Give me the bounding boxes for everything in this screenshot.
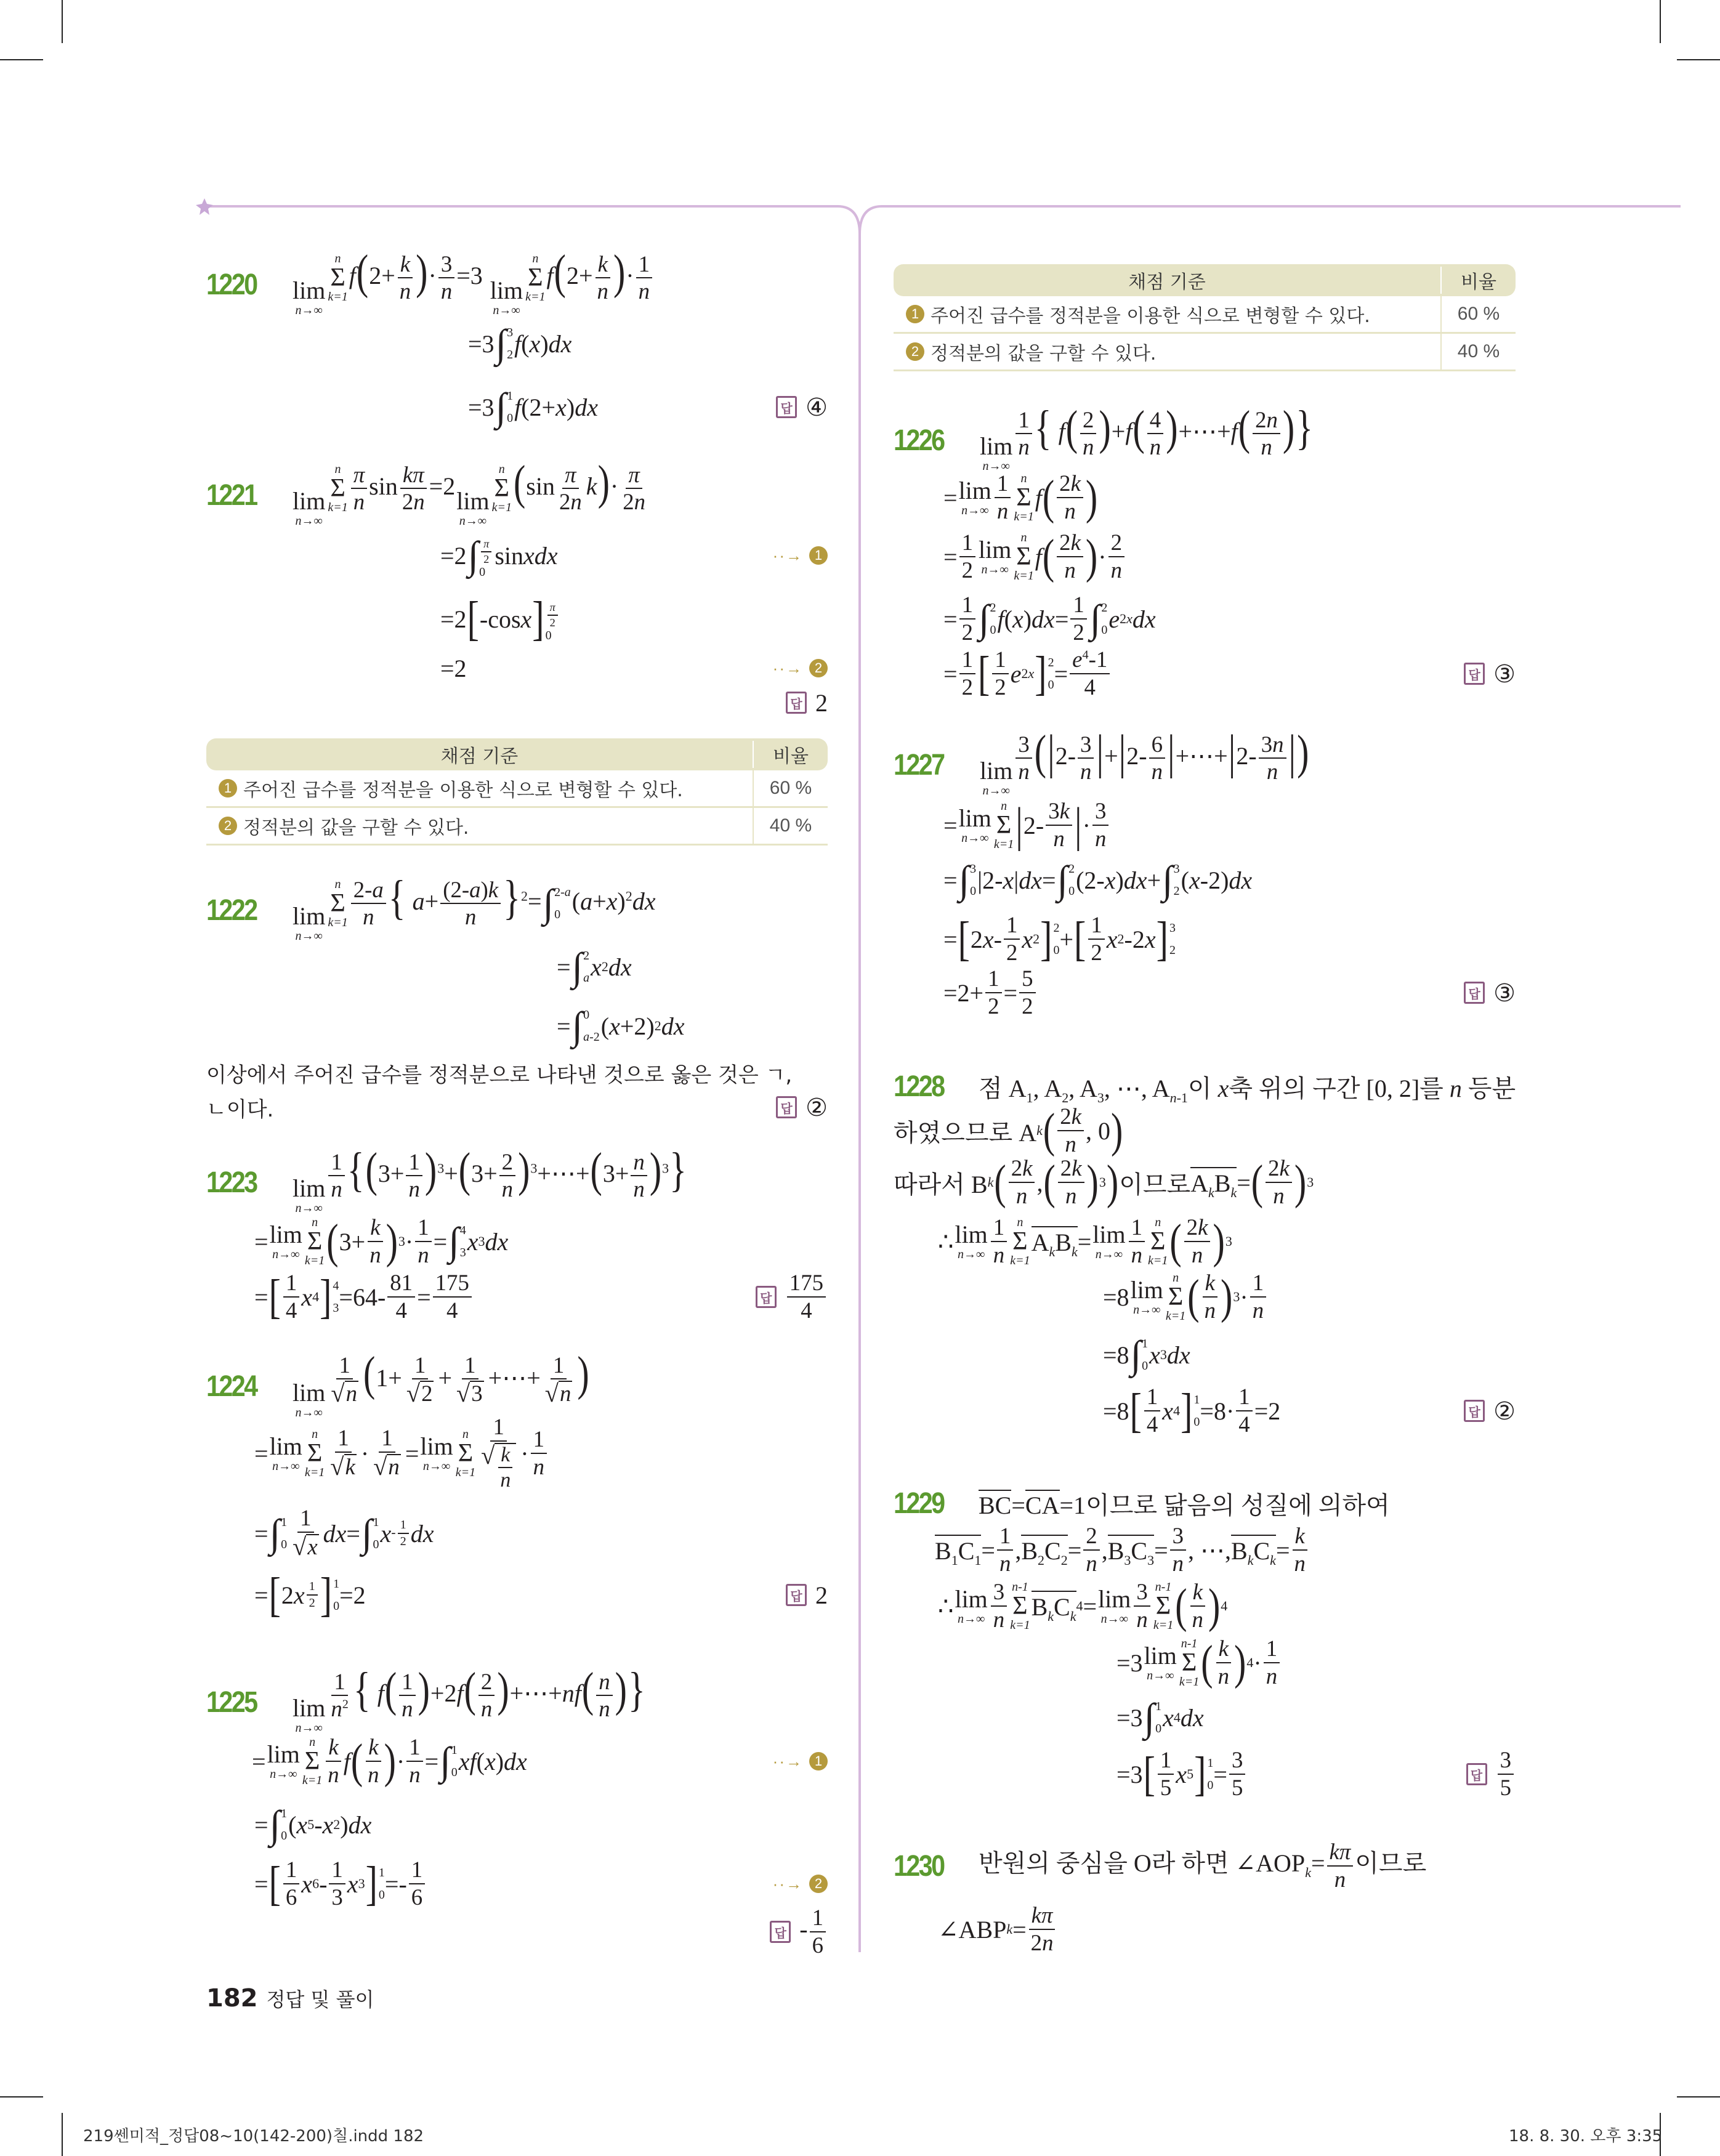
page-footer (206, 1961, 374, 2035)
answer (786, 1558, 828, 1632)
fraction: 1 √ x (293, 1505, 318, 1561)
integral: ∫ 3 2 (1162, 858, 1180, 902)
answer (786, 666, 828, 740)
math-line: =2+ 1 2 = 5 2 (943, 943, 1038, 1042)
fraction: $\frac{3}{n}$ (438, 252, 454, 304)
fraction: 3 n (1170, 1524, 1186, 1575)
sigma: n Σ k=1 (328, 252, 348, 304)
ratio: 60 % (769, 778, 812, 798)
sigma: n Σ k=1 (1014, 472, 1034, 523)
fraction: $\frac{3}{n}$ (1078, 733, 1094, 784)
print-slug-file: 219쎈미적_정답08~10(142-200)칠.indd 182 (83, 2127, 424, 2146)
math-line: ∴ lim n→∞ 1 n n Σ k=1 $A_kB_k$ = lim n→∞ 1 n n Σ k=1 ( 2k n ) 3 (938, 1214, 1232, 1269)
answer-icon: 답 (786, 692, 807, 714)
fraction: 1 2 (1004, 913, 1020, 964)
fraction: k n (365, 1735, 381, 1787)
fraction: 1 n (1250, 1271, 1266, 1322)
integral: ∫ 1 0 (269, 1511, 288, 1555)
math-line: = [ 2 x - 1 2 x 2 ] 2 0 + [ 1 2 x 2 -2 x ] 3 2 (943, 911, 1176, 966)
sigma: n Σ k=1 (1014, 531, 1034, 583)
sigma: n Σ k=1 (491, 462, 512, 515)
step-marker: ··→ 2 (773, 1847, 828, 1921)
fraction: $\frac{k}{n}$ (498, 1444, 513, 1492)
fraction: 1 6 (409, 1858, 425, 1909)
fraction: $\frac{6}{n}$ (1149, 733, 1165, 784)
fraction: $\frac{175}{4}$ (787, 1271, 826, 1322)
table-row (206, 770, 828, 808)
answer-icon: 답 (1464, 1400, 1485, 1422)
fraction: 1 2 (1070, 593, 1086, 644)
step-number: 2 (906, 342, 924, 361)
answer (1464, 637, 1516, 711)
fraction: $\frac{3n}{n}$ (1259, 733, 1286, 784)
answer-value: 2 (815, 1581, 828, 1609)
integral: ∫ 1 0 (440, 1739, 458, 1783)
fraction: 1 n (406, 1735, 422, 1787)
problem-number: 1220 (206, 268, 257, 301)
fraction: 3k n (1046, 799, 1072, 850)
sigma: n Σ k=1 (1165, 1271, 1186, 1323)
problem-number: 1222 (206, 894, 257, 927)
answer-icon: 답 (1466, 1763, 1487, 1785)
criterion: 정적분의 값을 구할 수 있다. (243, 817, 469, 839)
answer (1464, 1374, 1516, 1448)
math-line: =8 ∫ 1 0 x 3 d x (1103, 1333, 1190, 1376)
math-line: =2 ∫ $\frac{\pi}{2}$ 0 sin x d x (440, 533, 558, 579)
fraction: k n (325, 1735, 341, 1787)
fraction: k n (1202, 1271, 1218, 1322)
fraction: $\frac{1}{6}$ (810, 1906, 826, 1957)
fraction: $\frac{2}{n}$ (1080, 408, 1096, 459)
math-line: = lim n→∞ n Σ k=1 ( 3+ k n ) 3 · 1 n = ∫ 4 3 x 3 d x (254, 1214, 509, 1269)
fraction: 1 √ 3 (456, 1352, 483, 1408)
math-line: lim n→∞ n Σ k=1 $\frac{2-a}{n}$ { a+ $\frac{(2-a)k}{n}$ }$^2$= ∫ 2-a 0 $(a+x)^2dx$ (293, 870, 656, 943)
fraction: $\frac{\pi}{2}$ (547, 602, 558, 629)
criterion: 주어진 급수를 정적분을 이용한 식으로 변형할 수 있다. (243, 780, 683, 801)
fraction: 1 2 (1088, 913, 1104, 964)
fraction: 3 n (1092, 799, 1108, 850)
sigma: n-1 Σ k=1 (1153, 1580, 1174, 1632)
explanation-text: 이상에서 주어진 급수를 정적분으로 나타낸 것으로 옳은 것은 ㄱ, (206, 1062, 793, 1088)
fraction: $\frac{4}{n}$ (1147, 408, 1163, 459)
step-number: 2 (219, 817, 237, 835)
integral: ∫ 3 0 (958, 858, 977, 902)
math-line: = ∫ 2 a x 2 d x (557, 945, 632, 988)
criterion: 주어진 급수를 정적분을 이용한 식으로 변형할 수 있다. (931, 305, 1370, 327)
integral: ∫ 4 3 (448, 1219, 466, 1263)
fraction: $\frac{(2-a)k}{n}$ (440, 878, 501, 929)
answer-value: ④ (805, 393, 828, 421)
math-line: = lim n→∞ 1 n n Σ k=1 f ( 2k n ) (943, 470, 1098, 525)
fraction: 175 4 (433, 1271, 472, 1322)
answer (1464, 956, 1516, 1030)
fraction: 1 2 (992, 648, 1008, 699)
math-line: =3 ∫ 1 0 x 4 d x (1116, 1695, 1204, 1739)
math-line: = lim n→∞ n Σ k=1 | 2- 3k n | · 3 n (943, 776, 1110, 874)
fraction: $\frac{2-a}{n}$ (351, 878, 386, 929)
fraction: 1 √ 2 (406, 1352, 433, 1408)
integral: ∫ 3 2 (495, 321, 514, 365)
fraction: 1 4 (1236, 1385, 1252, 1436)
answer (756, 1260, 828, 1334)
fraction: 2k n (1266, 1157, 1292, 1208)
step-number: 2 (809, 659, 828, 677)
step-marker: ··→ 2 (773, 631, 828, 705)
integral: ∫ $\frac{\pi}{2}$ 0 (468, 536, 494, 575)
table-header: 채점 기준 (894, 267, 1442, 294)
fraction: 1 n (991, 1216, 1007, 1267)
fraction: $\frac{k}{n}$ (397, 252, 413, 304)
answer (1466, 1737, 1516, 1811)
table-header: 채점 기준 (206, 741, 754, 768)
fraction: 2k n (1057, 531, 1083, 582)
math-line: =2 [ -cos x ] $\frac{\pi}{2}$ 0 (440, 570, 560, 668)
section-title: 정답 및 풀이 (266, 1988, 374, 2011)
math-line: = ∫ 0 a-2 ( x +2) 2 d x (557, 1004, 685, 1048)
fraction: 2k n (1057, 472, 1083, 523)
math-line: = [ 1 6 x 6 - 1 3 x 3 ] 1 0 =- 1 6 (254, 1835, 427, 1933)
math-line: = lim n→∞ n Σ k=1 1 √ k · 1 √ n = lim n→∞ n Σ k=1 1 √ $\frac{k}{n}$ · 1 n (254, 1404, 549, 1503)
table-row (206, 808, 828, 846)
answer-value: ② (1493, 1397, 1516, 1425)
fraction: $\frac{1}{2}$ (398, 1519, 409, 1548)
fraction: $\frac{\pi}{n}$ (351, 463, 367, 514)
sigma: n-1 Σ k=1 (1179, 1637, 1200, 1689)
answer-value (1496, 1748, 1516, 1799)
integral: ∫ 1 0 (269, 1803, 288, 1846)
math-line: =3 [ 1 5 x 5 ] 1 0 = 3 5 (1116, 1725, 1247, 1823)
fraction: $\frac{3}{n}$ (1015, 733, 1032, 784)
answer-value: ③ (1493, 660, 1516, 688)
math-line: = 1 2 lim n→∞ n Σ k=1 f ( 2k n ) · 2 n (943, 507, 1126, 606)
star-icon (196, 198, 213, 215)
math-line: 점 $A_1$, $A_2$, $A_3$, ⋯, $A_{n-1}$이 x축 위의 구간 [0, 2]를 n 등분 (979, 1074, 1516, 1105)
table-header: 비율 (1461, 272, 1496, 293)
fraction: 5 2 (1019, 967, 1035, 1018)
math-line: lim n→∞ $\frac{1}{n}$ { f( $\frac{2}{n}$ )+f( $\frac{4}{n}$ )+⋯+f( $\frac{2n}{n}$ )} (980, 400, 1314, 474)
fraction: 1 n (997, 1524, 1013, 1575)
sigma: n Σ k=1 (1148, 1216, 1168, 1267)
fraction: $\frac{\pi}{2}$ (481, 538, 491, 566)
fraction: $\frac{1}{n}$ (406, 1150, 422, 1201)
step-number: 2 (809, 1875, 828, 1893)
problem-number: 1227 (894, 748, 944, 781)
answer-value: 2 (815, 688, 828, 717)
fraction: $\frac{2}{n}$ (478, 1670, 495, 1721)
fraction: kπ 2n (1028, 1904, 1056, 1955)
math-line: 따라서 B k ( 2k n , ( 2k n ) 3 ) 이므로 $A_kB_k$ = ( 2k n ) 3 (894, 1155, 1314, 1209)
fraction: 1 2 (959, 531, 975, 582)
ratio: 40 % (769, 815, 812, 836)
fraction: 3 n (991, 1580, 1007, 1631)
table-row (894, 334, 1516, 371)
integral: ∫ 2 a (571, 945, 590, 988)
fraction: k n (1292, 1524, 1308, 1575)
answer-value: ② (805, 1093, 828, 1121)
math-line: = lim n→∞ n Σ k=1 k n f ( k n ) · 1 n = ∫ 1 0 x f ( x ) d x (252, 1734, 527, 1788)
fraction: 2k n (1009, 1157, 1035, 1208)
sigma: n-1 Σ k=1 (1010, 1580, 1030, 1632)
answer-icon: 답 (776, 1096, 797, 1118)
step-number: 1 (809, 546, 828, 565)
fraction: $\frac{1}{2}$ (307, 1580, 318, 1610)
fraction: $\frac{2n}{n}$ (1253, 408, 1280, 459)
math-line: =8 [ 1 4 x 4 ] 1 0 =8· 1 4 =2 (1103, 1383, 1281, 1438)
integral: ∫ 1 0 (361, 1511, 379, 1555)
math-line: =3 lim n→∞ n-1 Σ k=1 ( k n ) 4 · 1 n (1116, 1613, 1282, 1712)
fraction: 1 √ k (330, 1425, 355, 1481)
math-line: = 1 2 ∫ 2 0 f ( x ) d x = 1 2 ∫ 2 0 e 2x d x (943, 592, 1156, 645)
fraction: 1 n (531, 1427, 547, 1479)
math-line: BC=CA=1이므로 닮음의 성질에 의하여 (979, 1486, 1390, 1521)
fraction: 1 5 (1158, 1748, 1174, 1799)
sigma: n Σ k=1 (1010, 1216, 1030, 1267)
integral: ∫ 2 0 (1089, 597, 1108, 640)
math-line: lim n→∞ $\frac{3}{n}$ (|2- $\frac{3}{n}$ |+|2- $\frac{6}{n}$ |+⋯+|2- $\frac{3n}{n}$ |) (980, 724, 1309, 798)
criterion: 정적분의 값을 구할 수 있다. (931, 343, 1157, 365)
sigma: n Σ k=1 (328, 462, 348, 515)
fraction: $\frac{k\pi}{2n}$ (400, 463, 427, 514)
problem-number: 1221 (206, 478, 257, 512)
math-line: =8 lim n→∞ n Σ k=1 ( k n ) 3 · 1 n (1103, 1248, 1268, 1346)
fraction: $\frac{1}{n^2}$ (331, 1668, 349, 1722)
fraction: 2k n (1058, 1157, 1084, 1208)
problem-number: 1230 (894, 1849, 944, 1883)
math-line: lim n→∞ n Σ k=1 f(2+ $\frac{k}{n}$ )· $\frac{3}{n}$ =3 lim n→∞ n Σ k=1 f(2+ $\frac{k}{n}$ )· $\frac{1}{n}$ (291, 252, 654, 317)
sigma: n Σ k=1 (525, 252, 546, 304)
math-line: =3 ∫ 1 0 f (2+ x ) d x (468, 385, 598, 429)
fraction: $\frac{\pi}{2n}$ (559, 461, 582, 515)
step-marker: ··→ 1 (773, 1724, 828, 1798)
math-line: lim n→∞ 1 √ n (1+ 1 √ 2 + 1 √ 3 +⋯+ 1 √ n ) (293, 1346, 589, 1420)
ratio: 40 % (1457, 341, 1500, 361)
math-line: 반원의 중심을 O라 하면 $\angle AOP_k=$ $\frac{k\pi}{n}$ 이므로 (979, 1839, 1427, 1892)
fraction: 1 √ n (331, 1352, 357, 1408)
math-line: ∴ lim n→∞ 3 n n-1 Σ k=1 $B_kC_k$ 4 = lim n→∞ 3 n n-1 Σ k=1 ( k n ) 4 (938, 1578, 1228, 1633)
problem-1220 (206, 235, 654, 334)
step-number: 1 (906, 305, 924, 323)
fraction: 1 2 (985, 967, 1001, 1018)
answer-icon: 답 (770, 1921, 791, 1943)
answer (776, 370, 828, 444)
answer-icon: 답 (776, 396, 797, 418)
math-line: = ∫ 1 0 1 √ x d x = ∫ 1 0 x - $\frac{1}{2}$ d x (254, 1505, 434, 1561)
fraction: 1 n (1264, 1637, 1280, 1688)
integral: ∫ 1 0 (1144, 1695, 1162, 1739)
problem-number: 1223 (206, 1166, 257, 1199)
step-number: 1 (219, 779, 237, 797)
integral: ∫ 1 0 (495, 385, 514, 429)
answer-icon: 답 (1464, 663, 1485, 685)
fraction: 1 3 (329, 1858, 345, 1909)
fraction: k n (367, 1216, 383, 1267)
problem-number: 1225 (206, 1686, 257, 1719)
math-line: =2 (440, 654, 467, 682)
math-line: lim n→∞ $\frac{1}{n}$ {(3+ $\frac{1}{n}$ )$^3$+(3+ $\frac{2}{n}$ )$^3$+⋯+(3+ $\frac{n}{n}$ )$^3$} (293, 1142, 687, 1216)
problem-1221 (206, 446, 650, 544)
fraction: $\frac{\pi}{2n}$ (623, 461, 646, 515)
math-line: 하였으므로 A k ( 2k n , 0 ) (894, 1103, 1123, 1158)
fraction: 2k n (1184, 1216, 1211, 1267)
problem-number: 1226 (894, 424, 944, 457)
math-line: = [ 2 x $\frac{1}{2}$ ] 1 0 =2 (254, 1567, 366, 1622)
fraction: $\frac{1}{n}$ (399, 1670, 415, 1721)
fraction: 1 n (995, 472, 1011, 523)
answer (770, 1895, 828, 1969)
step-number: 1 (809, 1752, 828, 1770)
math-line: $B_1C_1$ = 1 n , $B_2C_2$ = 2 n , $B_3C_3$ = 3 n , ⋯, $B_kC_k$ = k n (935, 1501, 1310, 1599)
math-line: = ∫ 1 0 ( x 5 - x 2 ) d x (254, 1803, 372, 1846)
answer-value (785, 1271, 828, 1322)
fraction: 2 n (1108, 531, 1124, 582)
answer-icon: 답 (1464, 982, 1485, 1004)
print-slug-date: 18. 8. 30. 오후 3:35 (1509, 2127, 1663, 2146)
page-number: 182 (206, 1984, 258, 2013)
fraction: 2k n (1057, 1105, 1084, 1156)
table-header: 비율 (773, 746, 809, 767)
problem-number: 1229 (894, 1487, 944, 1520)
fraction: k n (1216, 1637, 1232, 1688)
table-row (894, 296, 1516, 334)
ratio: 60 % (1457, 304, 1500, 324)
sigma: n Σ k=1 (455, 1427, 476, 1479)
answer-value: ③ (1493, 979, 1516, 1007)
sigma: n Σ k=1 (304, 1216, 325, 1267)
fraction: 3 5 (1229, 1748, 1245, 1799)
explanation-text: ㄴ이다. (206, 1097, 274, 1122)
sigma: n Σ k=1 (302, 1735, 323, 1787)
sigma: n Σ k=1 (304, 1427, 325, 1479)
fraction: 1 √ n (373, 1425, 400, 1481)
fraction: 1 2 (959, 648, 975, 699)
fraction: 1 √ $\frac{k}{n}$ (478, 1415, 519, 1492)
fraction: $\frac{n}{n}$ (631, 1150, 647, 1201)
math-line: = 1 2 [ 1 2 e 2x ] 2 0 = $e^4-1$ 4 (943, 624, 1112, 723)
grading-table (206, 738, 828, 846)
fraction: $\frac{1}{n}$ (636, 252, 652, 304)
fraction: 1 4 (1144, 1385, 1160, 1436)
fraction: 1 2 (959, 593, 975, 644)
math-line: =3 ∫ 3 2 f ( x ) d x (468, 321, 572, 365)
fraction: $\frac{n}{n}$ (596, 1670, 612, 1721)
integral: ∫ 2-a 0 (543, 881, 571, 926)
fraction: 1 √ n (544, 1352, 571, 1408)
fraction: 1 n (415, 1216, 431, 1267)
fraction: 2 n (1083, 1524, 1099, 1575)
math-line: = ∫ 3 0 |2- x | d x = ∫ 2 0 (2- x ) d x + ∫ 3 2 ( x -2) d x (943, 858, 1253, 902)
fraction: k n (1190, 1580, 1206, 1631)
integral: ∫ 2 0 (1057, 858, 1075, 902)
fraction: $\frac{2}{n}$ (499, 1150, 515, 1201)
math-line: = [ 1 4 x 4 ] 4 3 =64- 81 4 = 175 4 (254, 1248, 474, 1346)
problem-number: 1228 (894, 1070, 944, 1103)
answer-icon: 답 (756, 1286, 777, 1308)
answer (776, 1070, 828, 1144)
fraction: 1 4 (283, 1271, 299, 1322)
fraction: $e^4-1$ 4 (1070, 648, 1110, 699)
integral: ∫ 2 0 (978, 597, 996, 640)
fraction: $\frac{3}{5}$ (1498, 1748, 1514, 1799)
fraction: $\frac{1}{n}$ (1015, 408, 1032, 459)
math-line: lim n→∞ $\frac{1}{n^2}$ { f( $\frac{1}{n}$ )+2f( $\frac{2}{n}$ )+⋯+nf( $\frac{n}{n}$ )} (293, 1661, 645, 1735)
sigma: n Σ k=1 (993, 799, 1014, 851)
answer-value: - $\frac{1}{6}$ (799, 1906, 828, 1957)
fraction: $\frac{k\pi}{n}$ (1327, 1840, 1354, 1891)
fraction: $\frac{k}{n}$ (595, 252, 611, 304)
fraction: 1 n (1129, 1216, 1145, 1267)
answer-icon: 답 (786, 1584, 807, 1606)
math-line: lim n→∞ n Σ k=1 $\frac{\pi}{n}$ sin $\frac{k\pi}{2n}$ =2 lim n→∞ n Σ k=1 (sin $\frac{\pi}{2n}$ k)· $\frac{\pi}{2n}$ (291, 463, 650, 528)
fraction: 81 4 (387, 1271, 415, 1322)
step-marker: ··→ 1 (773, 519, 828, 592)
fraction: 1 6 (283, 1858, 299, 1909)
fraction: $\frac{1}{n}$ (328, 1150, 344, 1201)
grading-table (894, 264, 1516, 371)
fraction: 3 n (1134, 1580, 1150, 1631)
sigma: n Σ k=1 (328, 878, 348, 930)
problem-number: 1224 (206, 1370, 257, 1403)
math-line: ∠ABP k = kπ 2n (938, 1880, 1057, 1979)
integral: ∫ 0 a-2 (571, 1004, 600, 1048)
integral: ∫ 1 0 (1130, 1333, 1149, 1376)
